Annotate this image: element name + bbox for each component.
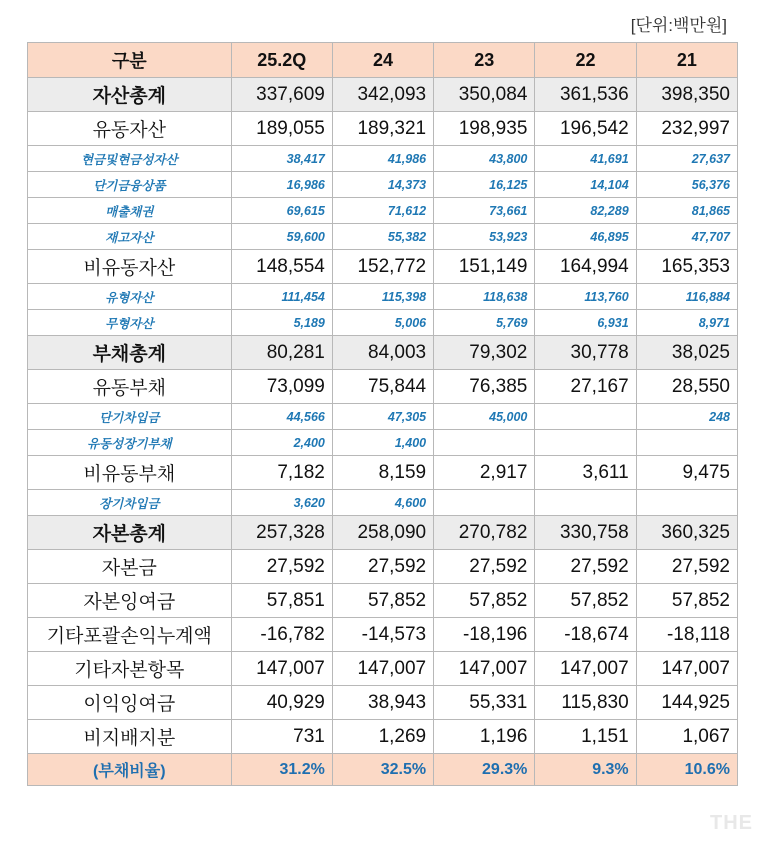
major-row [28, 584, 738, 618]
value-cell: 45,000 [434, 404, 535, 430]
value-cell: 47,707 [636, 224, 737, 250]
value-cell: 270,782 [434, 516, 535, 550]
value-cell [535, 490, 636, 516]
value-cell: 147,007 [332, 652, 433, 686]
value-cell: 57,852 [535, 584, 636, 618]
major-row [28, 456, 738, 490]
value-cell: 151,149 [434, 250, 535, 284]
value-cell: 164,994 [535, 250, 636, 284]
major-row [28, 618, 738, 652]
header-period: 23 [434, 43, 535, 78]
value-cell: 148,554 [231, 250, 332, 284]
value-cell: 7,182 [231, 456, 332, 490]
value-cell: 27,167 [535, 370, 636, 404]
value-cell: 1,151 [535, 720, 636, 754]
value-cell: 27,592 [332, 550, 433, 584]
watermark: THE [710, 812, 753, 834]
value-cell: 360,325 [636, 516, 737, 550]
value-cell [535, 430, 636, 456]
header-period: 24 [332, 43, 433, 78]
value-cell: 152,772 [332, 250, 433, 284]
value-cell: 57,851 [231, 584, 332, 618]
value-cell: 28,550 [636, 370, 737, 404]
row-label: 유동성장기부채 [28, 430, 232, 456]
value-cell: 5,769 [434, 310, 535, 336]
row-label: 자산총계 [28, 78, 232, 112]
value-cell: 27,592 [231, 550, 332, 584]
row-label: 이익잉여금 [28, 686, 232, 720]
value-cell: 398,350 [636, 78, 737, 112]
value-cell: 44,566 [231, 404, 332, 430]
value-cell: 57,852 [332, 584, 433, 618]
minor-row [28, 146, 738, 172]
value-cell: 56,376 [636, 172, 737, 198]
value-cell: 80,281 [231, 336, 332, 370]
value-cell: 27,592 [535, 550, 636, 584]
row-label: 단기차입금 [28, 404, 232, 430]
row-label: 비지배지분 [28, 720, 232, 754]
value-cell: 6,931 [535, 310, 636, 336]
value-cell: 32.5% [332, 754, 433, 786]
value-cell [535, 404, 636, 430]
value-cell: 147,007 [535, 652, 636, 686]
value-cell: 8,159 [332, 456, 433, 490]
header-period: 25.2Q [231, 43, 332, 78]
value-cell: 189,055 [231, 112, 332, 146]
row-label: 비유동자산 [28, 250, 232, 284]
value-cell: 147,007 [636, 652, 737, 686]
value-cell: 27,592 [434, 550, 535, 584]
value-cell [636, 490, 737, 516]
value-cell: 27,637 [636, 146, 737, 172]
value-cell: 3,620 [231, 490, 332, 516]
major-row [28, 370, 738, 404]
row-label: 자본총계 [28, 516, 232, 550]
value-cell: 69,615 [231, 198, 332, 224]
value-cell: 31.2% [231, 754, 332, 786]
value-cell: 73,099 [231, 370, 332, 404]
value-cell: 342,093 [332, 78, 433, 112]
row-label: 기타포괄손익누계액 [28, 618, 232, 652]
header-category: 구분 [28, 43, 232, 78]
value-cell: 16,986 [231, 172, 332, 198]
value-cell: 5,006 [332, 310, 433, 336]
total-row [28, 516, 738, 550]
value-cell: 113,760 [535, 284, 636, 310]
major-row [28, 720, 738, 754]
value-cell: 57,852 [434, 584, 535, 618]
value-cell: 46,895 [535, 224, 636, 250]
value-cell: 1,400 [332, 430, 433, 456]
value-cell: 41,986 [332, 146, 433, 172]
value-cell: 2,400 [231, 430, 332, 456]
value-cell: 30,778 [535, 336, 636, 370]
value-cell: 147,007 [231, 652, 332, 686]
value-cell: 115,830 [535, 686, 636, 720]
value-cell: 196,542 [535, 112, 636, 146]
table-body [28, 78, 738, 786]
value-cell: 38,943 [332, 686, 433, 720]
value-cell: 165,353 [636, 250, 737, 284]
value-cell: -14,573 [332, 618, 433, 652]
value-cell: 76,385 [434, 370, 535, 404]
row-label: 자본금 [28, 550, 232, 584]
value-cell: 3,611 [535, 456, 636, 490]
value-cell: 55,382 [332, 224, 433, 250]
value-cell: 38,417 [231, 146, 332, 172]
value-cell: 75,844 [332, 370, 433, 404]
value-cell: 248 [636, 404, 737, 430]
row-label: 매출채권 [28, 198, 232, 224]
row-label: 현금및현금성자산 [28, 146, 232, 172]
row-label: 기타자본항목 [28, 652, 232, 686]
row-label: 유동부채 [28, 370, 232, 404]
value-cell: 71,612 [332, 198, 433, 224]
row-label: 유동자산 [28, 112, 232, 146]
major-row [28, 250, 738, 284]
minor-row [28, 430, 738, 456]
header-period: 21 [636, 43, 737, 78]
value-cell: 111,454 [231, 284, 332, 310]
value-cell: 82,289 [535, 198, 636, 224]
value-cell: 10.6% [636, 754, 737, 786]
minor-row [28, 284, 738, 310]
value-cell: 9.3% [535, 754, 636, 786]
ratio-row [28, 754, 738, 786]
row-label: 유형자산 [28, 284, 232, 310]
value-cell [636, 430, 737, 456]
value-cell: 27,592 [636, 550, 737, 584]
table-header-row [28, 43, 738, 78]
value-cell: 14,373 [332, 172, 433, 198]
value-cell: 189,321 [332, 112, 433, 146]
row-label: 무형자산 [28, 310, 232, 336]
minor-row [28, 198, 738, 224]
value-cell: 232,997 [636, 112, 737, 146]
header-period: 22 [535, 43, 636, 78]
value-cell: 29.3% [434, 754, 535, 786]
row-label: 자본잉여금 [28, 584, 232, 618]
value-cell: -18,196 [434, 618, 535, 652]
major-row [28, 112, 738, 146]
minor-row [28, 310, 738, 336]
value-cell: 257,328 [231, 516, 332, 550]
row-label: 부채총계 [28, 336, 232, 370]
value-cell: 16,125 [434, 172, 535, 198]
unit-note: [단위:백만원] [630, 16, 727, 35]
value-cell: 40,929 [231, 686, 332, 720]
value-cell: 118,638 [434, 284, 535, 310]
value-cell: 5,189 [231, 310, 332, 336]
minor-row [28, 490, 738, 516]
value-cell: 1,196 [434, 720, 535, 754]
value-cell: 4,600 [332, 490, 433, 516]
value-cell: 14,104 [535, 172, 636, 198]
value-cell: 731 [231, 720, 332, 754]
value-cell: 116,884 [636, 284, 737, 310]
value-cell: 144,925 [636, 686, 737, 720]
value-cell: 73,661 [434, 198, 535, 224]
value-cell: 330,758 [535, 516, 636, 550]
value-cell: -16,782 [231, 618, 332, 652]
value-cell: 258,090 [332, 516, 433, 550]
value-cell: 55,331 [434, 686, 535, 720]
total-row [28, 78, 738, 112]
major-row [28, 550, 738, 584]
value-cell: 79,302 [434, 336, 535, 370]
value-cell: 38,025 [636, 336, 737, 370]
value-cell: 1,269 [332, 720, 433, 754]
value-cell: 147,007 [434, 652, 535, 686]
row-label: 비유동부채 [28, 456, 232, 490]
value-cell: 84,003 [332, 336, 433, 370]
row-label: 단기금융상품 [28, 172, 232, 198]
value-cell: 59,600 [231, 224, 332, 250]
major-row [28, 652, 738, 686]
balance-sheet-table [27, 42, 738, 786]
major-row [28, 686, 738, 720]
value-cell: -18,674 [535, 618, 636, 652]
row-label: 장기차입금 [28, 490, 232, 516]
value-cell: 43,800 [434, 146, 535, 172]
value-cell: 53,923 [434, 224, 535, 250]
value-cell: 81,865 [636, 198, 737, 224]
value-cell: 337,609 [231, 78, 332, 112]
value-cell: 41,691 [535, 146, 636, 172]
value-cell: 361,536 [535, 78, 636, 112]
value-cell [434, 490, 535, 516]
value-cell: 57,852 [636, 584, 737, 618]
minor-row [28, 172, 738, 198]
total-row [28, 336, 738, 370]
row-label: 재고자산 [28, 224, 232, 250]
value-cell: 115,398 [332, 284, 433, 310]
row-label: (부채비율) [28, 754, 232, 786]
value-cell [434, 430, 535, 456]
value-cell: -18,118 [636, 618, 737, 652]
value-cell: 9,475 [636, 456, 737, 490]
minor-row [28, 404, 738, 430]
value-cell: 8,971 [636, 310, 737, 336]
value-cell: 1,067 [636, 720, 737, 754]
value-cell: 47,305 [332, 404, 433, 430]
value-cell: 350,084 [434, 78, 535, 112]
minor-row [28, 224, 738, 250]
value-cell: 198,935 [434, 112, 535, 146]
value-cell: 2,917 [434, 456, 535, 490]
